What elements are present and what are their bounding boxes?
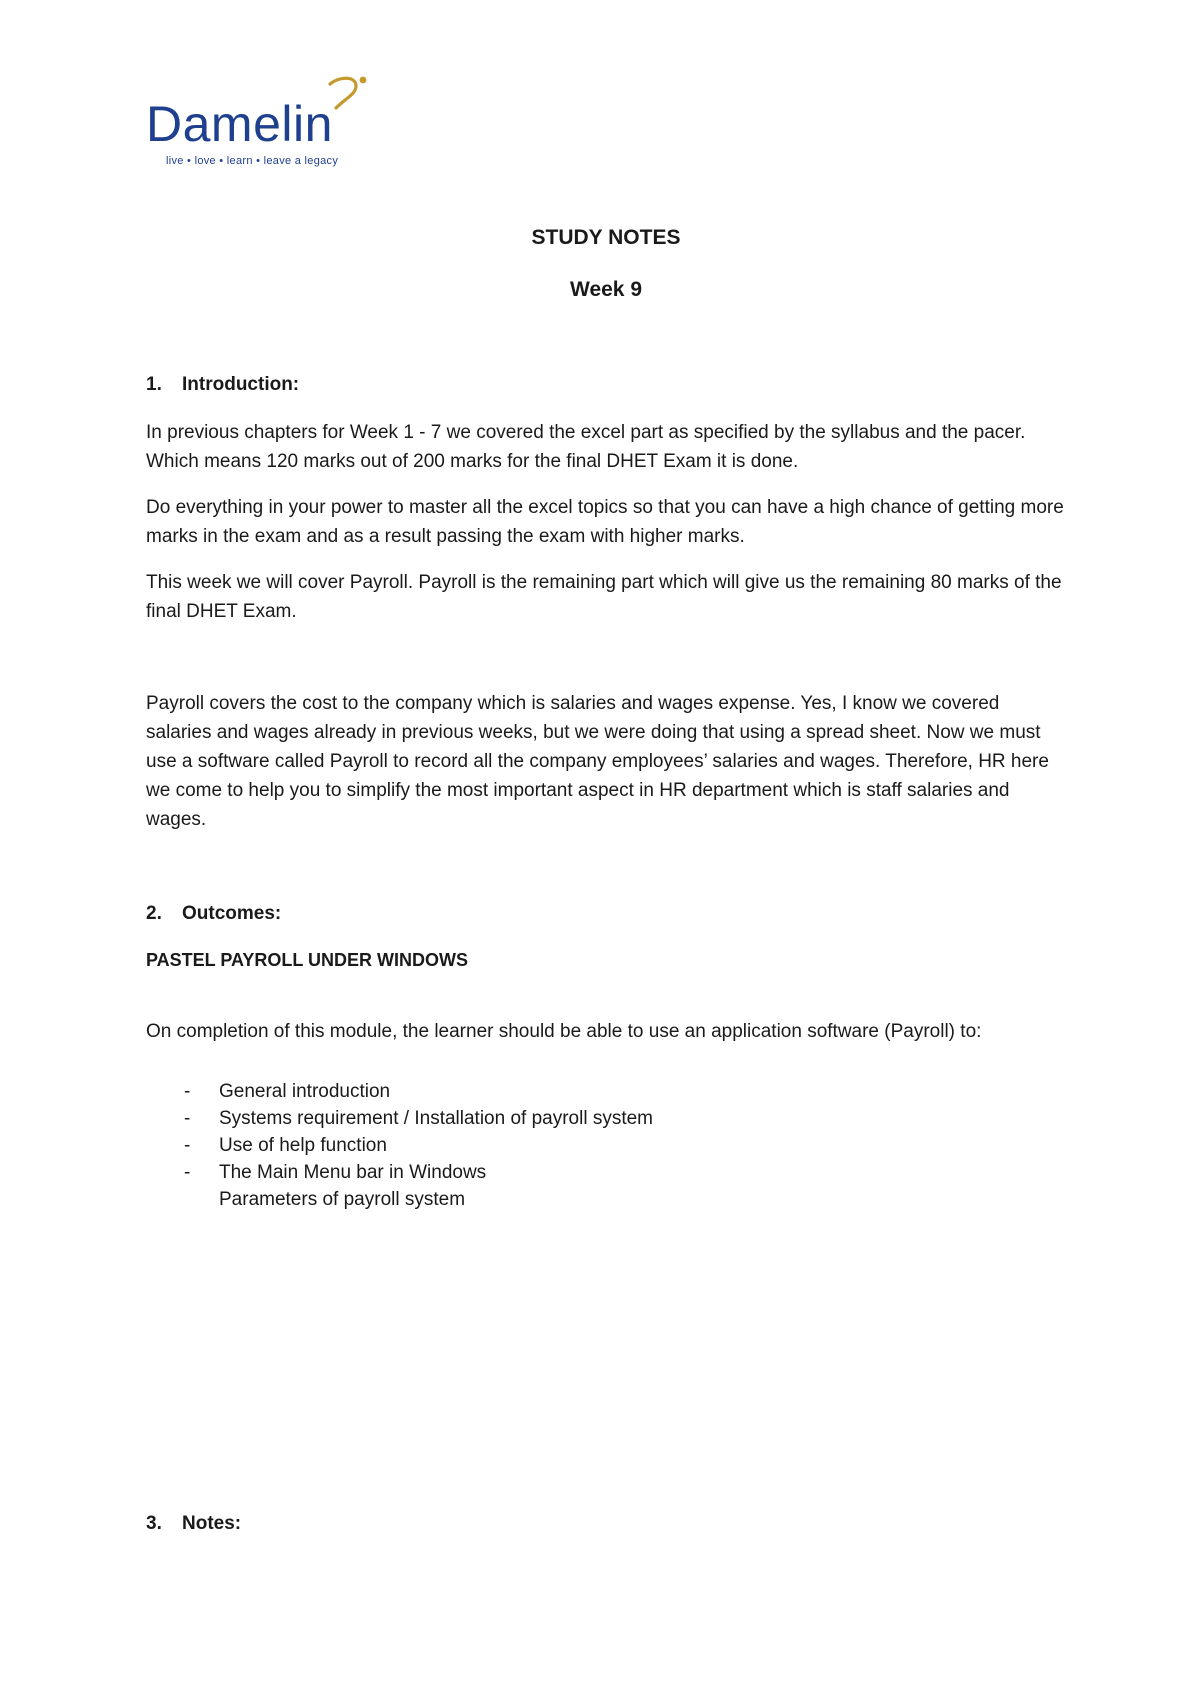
section-heading-introduction [146, 372, 299, 398]
list-item-text: Systems requirement / Installation of payroll system [219, 1108, 654, 1129]
section-title: Notes: [182, 1513, 242, 1534]
intro-paragraph: In previous chapters for Week 1 - 7 we covered the excel part as specified by the syllabus and the pacer. Which means 120 marks out of 200 marks for the final DHET Exam it is done. [146, 422, 1026, 472]
list-item-text: Parameters of payroll system [219, 1189, 466, 1210]
list-dash: - [184, 1135, 191, 1156]
list-item [146, 1159, 1066, 1186]
list-dash: - [184, 1081, 191, 1102]
section-title: Introduction: [182, 374, 300, 395]
list-item [146, 1132, 1066, 1159]
outcomes-lead: On completion of this module, the learner should be able to use an application software (Payroll) to: [146, 1021, 982, 1042]
section-title: Outcomes: [182, 903, 282, 924]
outcomes-list [146, 1078, 1066, 1213]
logo-tagline: live • love • learn • leave a legacy [166, 155, 339, 167]
intro-paragraph: Do everything in your power to master all the excel topics so that you can have a high chance of getting more marks in the exam and as a result passing the exam with higher marks. [146, 497, 1064, 547]
list-item-text: The Main Menu bar in Windows [219, 1162, 487, 1183]
list-item-text: General introduction [219, 1081, 391, 1102]
section-number: 2. [146, 903, 162, 924]
document-subtitle: Week 9 [570, 278, 642, 301]
section-number: 3. [146, 1513, 162, 1534]
list-dash: - [184, 1162, 191, 1183]
list-item-text: Use of help function [219, 1135, 387, 1156]
logo-wordmark: Damelin [146, 96, 333, 152]
section-heading-outcomes [146, 901, 281, 927]
list-item [146, 1105, 1066, 1132]
outcomes-subheading: PASTEL PAYROLL UNDER WINDOWS [146, 950, 469, 970]
list-item [146, 1186, 1066, 1213]
damelin-logo [146, 74, 396, 174]
document-title: STUDY NOTES [531, 226, 681, 249]
section-number: 1. [146, 374, 162, 395]
list-dash: - [184, 1108, 191, 1129]
intro-paragraph: This week we will cover Payroll. Payroll is the remaining part which will give us the remaining 80 marks of the final DHET Exam. [146, 572, 1062, 622]
section-heading-notes [146, 1511, 241, 1537]
list-item [146, 1078, 1066, 1105]
intro-paragraph: Payroll covers the cost to the company which is salaries and wages expense. Yes, I know we covered salaries and wages already in previous weeks, but we were doing that using a spread sheet. Now we must use a software called Payroll to record all the company employees’ salaries and wages. Therefore, HR here we come to help you to simplify the most important aspect in HR department which is staff salaries and wages. [146, 693, 1049, 830]
